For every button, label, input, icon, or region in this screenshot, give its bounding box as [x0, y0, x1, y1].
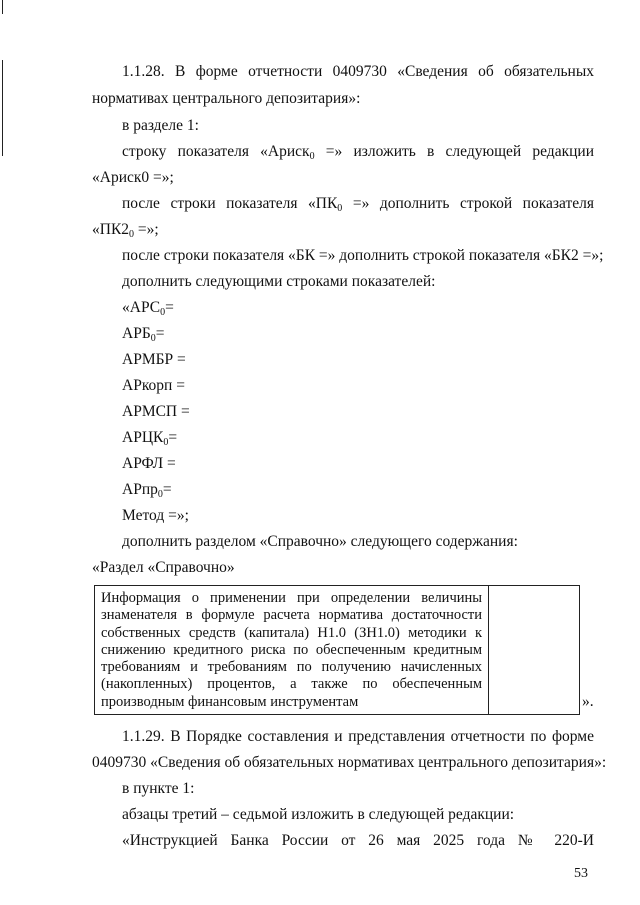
reference-table	[94, 585, 580, 715]
heading-1-1-29-line1: 1.1.29. В Порядке составления и представления отчетности по форме	[122, 728, 594, 745]
margin-mark	[2, 0, 3, 14]
reference-table-line: знаменателя в формуле расчета норматива достаточности	[101, 607, 482, 624]
indicator-arb: $АРБ_0=$	[122, 325, 165, 344]
heading-1-1-28-line2: нормативах центрального депозитария»:	[92, 90, 361, 107]
row-arisk-line2: «Ариск0 =»;	[92, 169, 174, 186]
section-title: «Раздел «Справочно»	[92, 559, 235, 576]
after-pk-line1: после строки показателя «$ПК_0$ =» дополнить строкой показателя	[122, 195, 595, 214]
row-arisk-line1: строку показателя «Ариск$_0$ =» изложить в следующей редакции	[122, 143, 594, 162]
indicator-arkorp: АРкорп =	[122, 377, 185, 394]
paragraphs-text: абзацы третий – седьмой изложить в следующей редакции:	[122, 806, 515, 823]
page-number: 53	[574, 866, 588, 881]
indicator-arpr: АРпр$_0$=	[122, 481, 172, 500]
reference-table-line: снижению кредитного риска по обеспеченным кредитным	[101, 641, 482, 658]
add-section-text: дополнить разделом «Справочно» следующего содержания:	[122, 533, 518, 550]
reference-table-line: требованиям и требованиям по получению начисленных	[101, 659, 482, 676]
heading-1-1-28-line1: 1.1.28. В форме отчетности 0409730 «Сведения об обязательных	[122, 63, 594, 80]
reference-table-value-cell	[489, 586, 579, 714]
add-rows-text: дополнить следующими строками показателей:	[122, 273, 436, 290]
indicator-armsp: АРМСП =	[122, 403, 190, 420]
instruction-line: «Инструкцией Банка России от 26 мая 2025 года № 220-И	[122, 832, 594, 849]
reference-table-line: (накопленных) процентов, а также по обеспеченным	[101, 676, 482, 693]
in-point-text: в пункте 1:	[122, 780, 195, 797]
after-pk-line2: «$ПК2_0$ =»;	[92, 221, 159, 240]
indicator-ars: «$АРС_0=$	[122, 299, 174, 318]
indicator-arfl: АРФЛ =	[122, 455, 176, 472]
reference-table-line: Информация о применении при определении величины	[101, 590, 482, 606]
table-closing-quote: ».	[582, 693, 594, 710]
margin-mark	[2, 60, 3, 156]
reference-table-line: производным финансовым инструментам	[101, 693, 359, 710]
heading-1-1-29-line2: 0409730 «Сведения об обязательных нормативах центрального депозитария»:	[92, 754, 607, 771]
reference-table-description	[95, 586, 489, 714]
indicator-artsk: $АРЦК_0=$	[122, 429, 178, 448]
indicator-method: Метод =»;	[122, 507, 189, 524]
after-bk-text: после строки показателя «БК =» дополнить строкой показателя «БК2 =»;	[122, 247, 604, 264]
in-section-text: в разделе 1:	[122, 117, 199, 134]
indicator-armbr: АРМБР =	[122, 351, 186, 368]
reference-table-line: собственных средств (капитала) Н1.0 (ЗН1.0) методики к	[101, 624, 482, 641]
